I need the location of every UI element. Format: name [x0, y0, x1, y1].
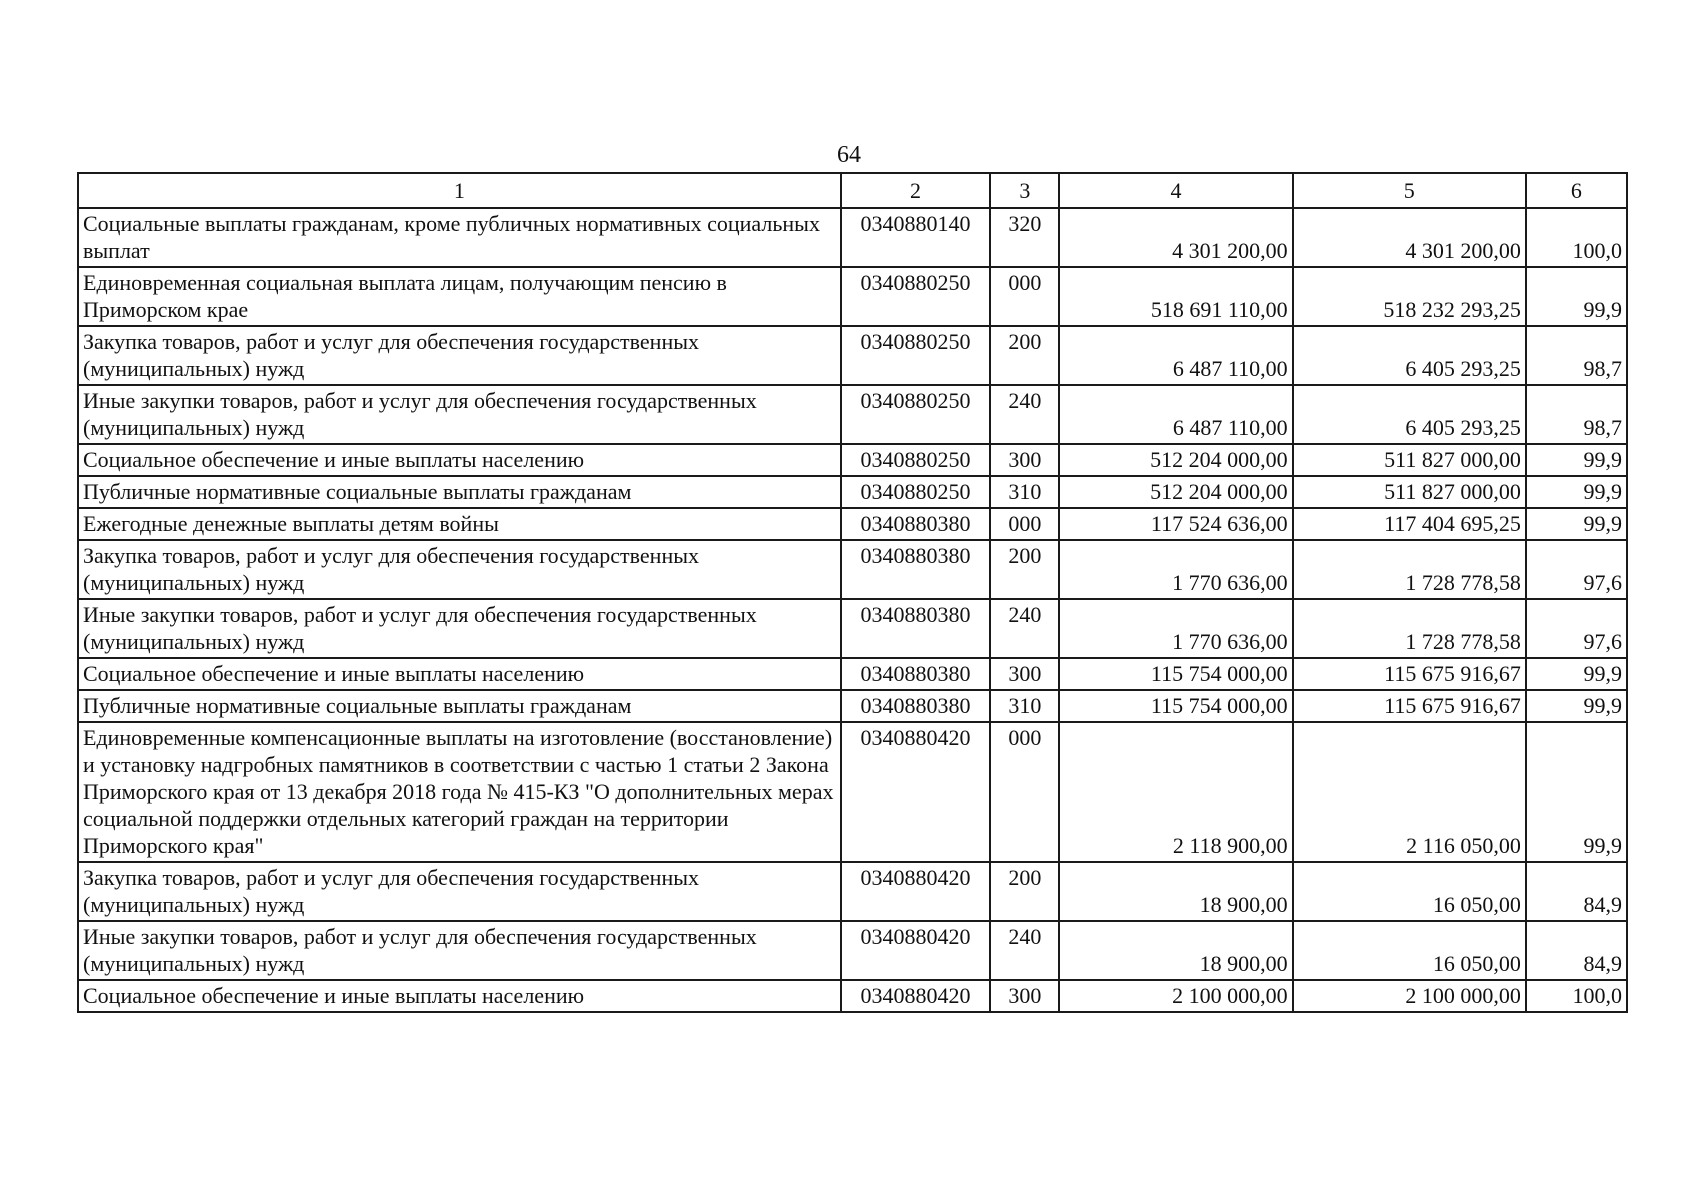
row-percent: 99,9	[1526, 476, 1627, 508]
row-fact-amount: 2 100 000,00	[1293, 980, 1526, 1012]
row-expense-type: 200	[990, 862, 1059, 921]
row-target-code: 0340880420	[841, 921, 991, 980]
header-row	[78, 173, 1627, 208]
row-name: Социальные выплаты гражданам, кроме публичных нормативных социальных выплат	[78, 208, 841, 267]
header-col-2: 2	[841, 173, 991, 208]
row-name: Публичные нормативные социальные выплаты гражданам	[78, 476, 841, 508]
row-plan-amount: 115 754 000,00	[1059, 658, 1292, 690]
table-row	[78, 476, 1627, 508]
row-percent: 99,9	[1526, 444, 1627, 476]
row-name: Социальное обеспечение и иные выплаты населению	[78, 444, 841, 476]
row-plan-amount: 4 301 200,00	[1059, 208, 1292, 267]
row-expense-type: 000	[990, 267, 1059, 326]
row-plan-amount: 518 691 110,00	[1059, 267, 1292, 326]
row-name: Социальное обеспечение и иные выплаты населению	[78, 980, 841, 1012]
row-expense-type: 300	[990, 444, 1059, 476]
header-col-6: 6	[1526, 173, 1627, 208]
row-percent: 84,9	[1526, 921, 1627, 980]
row-name: Закупка товаров, работ и услуг для обеспечения государственных (муниципальных) нужд	[78, 326, 841, 385]
row-plan-amount: 117 524 636,00	[1059, 508, 1292, 540]
row-target-code: 0340880380	[841, 599, 991, 658]
row-target-code: 0340880420	[841, 862, 991, 921]
budget-execution-table	[77, 172, 1628, 1013]
row-plan-amount: 18 900,00	[1059, 921, 1292, 980]
row-target-code: 0340880250	[841, 385, 991, 444]
row-percent: 84,9	[1526, 862, 1627, 921]
table-row	[78, 208, 1627, 267]
row-target-code: 0340880420	[841, 980, 991, 1012]
row-fact-amount: 511 827 000,00	[1293, 476, 1526, 508]
row-fact-amount: 6 405 293,25	[1293, 326, 1526, 385]
header-col-4: 4	[1059, 173, 1292, 208]
row-plan-amount: 2 100 000,00	[1059, 980, 1292, 1012]
row-fact-amount: 115 675 916,67	[1293, 690, 1526, 722]
header-col-5: 5	[1293, 173, 1526, 208]
row-plan-amount: 1 770 636,00	[1059, 599, 1292, 658]
table-row	[78, 444, 1627, 476]
row-fact-amount: 16 050,00	[1293, 862, 1526, 921]
row-expense-type: 240	[990, 385, 1059, 444]
header-col-3: 3	[990, 173, 1059, 208]
row-plan-amount: 18 900,00	[1059, 862, 1292, 921]
table-row	[78, 326, 1627, 385]
row-percent: 97,6	[1526, 599, 1627, 658]
row-fact-amount: 1 728 778,58	[1293, 540, 1526, 599]
row-plan-amount: 6 487 110,00	[1059, 385, 1292, 444]
row-expense-type: 240	[990, 921, 1059, 980]
row-expense-type: 200	[990, 326, 1059, 385]
header-col-1: 1	[78, 173, 841, 208]
row-fact-amount: 4 301 200,00	[1293, 208, 1526, 267]
table-row	[78, 722, 1627, 862]
row-plan-amount: 115 754 000,00	[1059, 690, 1292, 722]
row-expense-type: 000	[990, 722, 1059, 862]
table-row	[78, 980, 1627, 1012]
row-plan-amount: 2 118 900,00	[1059, 722, 1292, 862]
table-row	[78, 385, 1627, 444]
row-name: Единовременные компенсационные выплаты на изготовление (восстановление) и установку надгробных памятников в соответствии с частью 1 статьи 2 Закона Приморского края от 13 декабря 2018 года № 415-КЗ "О дополнительных мерах социальной поддержки отдельных категорий граждан на территории Приморского края"	[78, 722, 841, 862]
row-expense-type: 300	[990, 980, 1059, 1012]
table-row	[78, 690, 1627, 722]
row-fact-amount: 2 116 050,00	[1293, 722, 1526, 862]
row-fact-amount: 115 675 916,67	[1293, 658, 1526, 690]
row-name: Социальное обеспечение и иные выплаты населению	[78, 658, 841, 690]
table-row	[78, 862, 1627, 921]
row-name: Иные закупки товаров, работ и услуг для обеспечения государственных (муниципальных) нужд	[78, 385, 841, 444]
row-target-code: 0340880420	[841, 722, 991, 862]
row-name: Закупка товаров, работ и услуг для обеспечения государственных (муниципальных) нужд	[78, 540, 841, 599]
row-plan-amount: 6 487 110,00	[1059, 326, 1292, 385]
row-fact-amount: 518 232 293,25	[1293, 267, 1526, 326]
row-fact-amount: 511 827 000,00	[1293, 444, 1526, 476]
row-name: Единовременная социальная выплата лицам, получающим пенсию в Приморском крае	[78, 267, 841, 326]
row-name: Ежегодные денежные выплаты детям войны	[78, 508, 841, 540]
row-expense-type: 310	[990, 476, 1059, 508]
table-row	[78, 508, 1627, 540]
table-row	[78, 921, 1627, 980]
row-percent: 99,9	[1526, 508, 1627, 540]
row-percent: 98,7	[1526, 326, 1627, 385]
row-percent: 97,6	[1526, 540, 1627, 599]
row-percent: 99,9	[1526, 267, 1627, 326]
row-target-code: 0340880380	[841, 658, 991, 690]
table-row	[78, 540, 1627, 599]
row-expense-type: 320	[990, 208, 1059, 267]
row-expense-type: 240	[990, 599, 1059, 658]
row-plan-amount: 512 204 000,00	[1059, 476, 1292, 508]
row-fact-amount: 6 405 293,25	[1293, 385, 1526, 444]
table-row	[78, 599, 1627, 658]
row-fact-amount: 117 404 695,25	[1293, 508, 1526, 540]
row-percent: 99,9	[1526, 722, 1627, 862]
table-row	[78, 267, 1627, 326]
row-target-code: 0340880250	[841, 267, 991, 326]
row-expense-type: 000	[990, 508, 1059, 540]
row-percent: 99,9	[1526, 658, 1627, 690]
row-name: Закупка товаров, работ и услуг для обеспечения государственных (муниципальных) нужд	[78, 862, 841, 921]
row-percent: 100,0	[1526, 980, 1627, 1012]
row-percent: 100,0	[1526, 208, 1627, 267]
row-fact-amount: 1 728 778,58	[1293, 599, 1526, 658]
page-number: 64	[837, 142, 861, 168]
row-name: Публичные нормативные социальные выплаты гражданам	[78, 690, 841, 722]
row-percent: 98,7	[1526, 385, 1627, 444]
table-row	[78, 658, 1627, 690]
row-name: Иные закупки товаров, работ и услуг для обеспечения государственных (муниципальных) нужд	[78, 921, 841, 980]
row-target-code: 0340880140	[841, 208, 991, 267]
row-target-code: 0340880380	[841, 540, 991, 599]
row-expense-type: 310	[990, 690, 1059, 722]
row-expense-type: 300	[990, 658, 1059, 690]
row-plan-amount: 512 204 000,00	[1059, 444, 1292, 476]
row-plan-amount: 1 770 636,00	[1059, 540, 1292, 599]
row-target-code: 0340880380	[841, 508, 991, 540]
row-percent: 99,9	[1526, 690, 1627, 722]
row-target-code: 0340880380	[841, 690, 991, 722]
row-target-code: 0340880250	[841, 444, 991, 476]
row-fact-amount: 16 050,00	[1293, 921, 1526, 980]
row-target-code: 0340880250	[841, 476, 991, 508]
row-expense-type: 200	[990, 540, 1059, 599]
row-target-code: 0340880250	[841, 326, 991, 385]
row-name: Иные закупки товаров, работ и услуг для обеспечения государственных (муниципальных) нужд	[78, 599, 841, 658]
